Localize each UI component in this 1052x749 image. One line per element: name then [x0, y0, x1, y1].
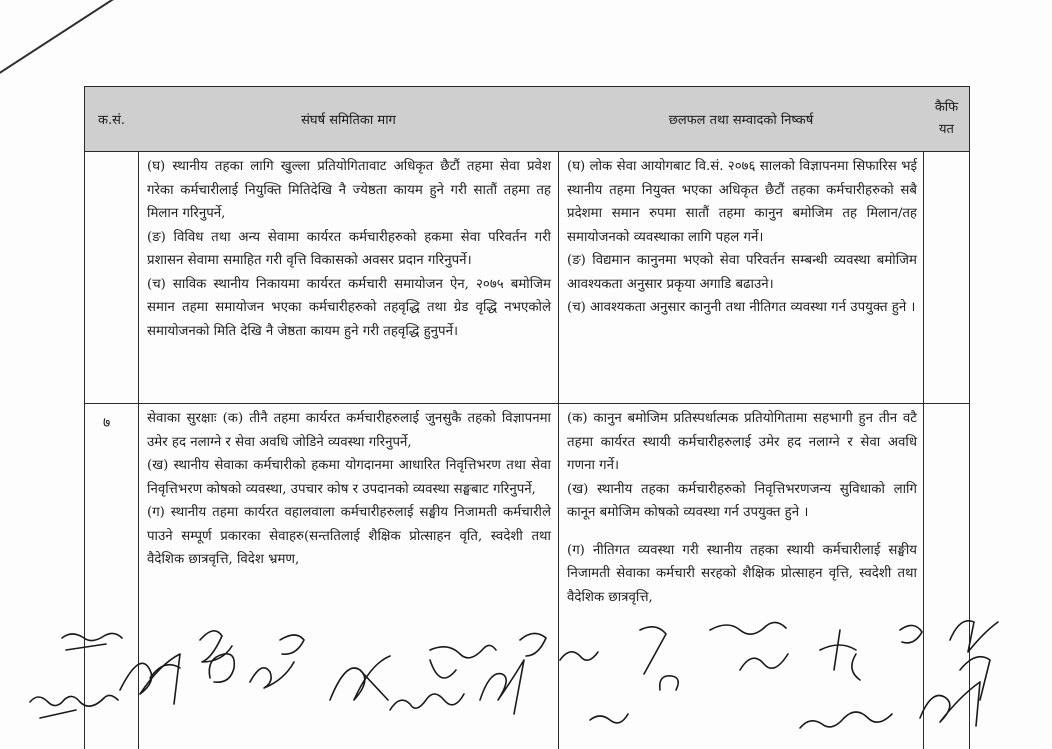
row2-demand-item-kha: (ख) स्थानीय सेवाका कर्मचारीको हकमा योगदानमा आधारित निवृत्तिभरण तथा सेवा निवृत्तिभरण कोषको व्यवस्था, उपचार कोष र उपदानको व्यवस्था सङ्घबाट गरिनुपर्ने, — [147, 458, 551, 497]
header-result: छलफल तथा सम्वादको निष्कर्ष — [668, 113, 814, 128]
signature-area — [0, 600, 1052, 748]
row2-demand-item-ka: सेवाका सुरक्षाः (क) तीनै तहमा कार्यरत कर्मचारीहरुलाई जुनसुकै तहको विज्ञापनमा उमेर हद नलाग्ने र सेवा अवधि जोडिने व्यवस्था गरिनुपर्ने, — [147, 411, 551, 450]
row2-demand-item-ga: (ग) स्थानीय तहमा कार्यरत वहालवाला कर्मचारीहरुलाई सङ्घीय निजामती कर्मचारीले पाउने सम्पूर्ण प्रकारका सेवाहरु(सन्ततिलाई शैक्षिक प्रोत्साहन वृति, स्वदेशी तथा वैदेशिक छात्रवृत्ति, विदेश भ्रमण, — [147, 505, 551, 567]
header-remark-line2: यत — [939, 122, 954, 137]
page-fold-edge — [0, 0, 117, 80]
header-remark — [924, 87, 969, 151]
row2-result-cell — [567, 407, 917, 609]
table-header-row — [85, 87, 969, 152]
header-remark-line1: कैफि — [934, 100, 959, 115]
row1-demand-item-cha: (च) साविक स्थानीय निकायमा कार्यरत कर्मचारी समायोजन ऐन, २०७५ बमोजिम समान तहमा समायोजन भएका कर्मचारीहरुको तहवृद्धि तथा ग्रेड वृद्धि नभएकोले समायोजनको मिति देखि नै जेष्ठता कायम हुने गरी तहवृद्धि हुनुपर्ने। — [147, 276, 551, 339]
row1-demand-cell — [147, 155, 551, 343]
row1-demand-item-gha: (घ) स्थानीय तहका लागि खुल्ला प्रतियोगितावाट अधिकृत छैटौं तहमा सेवा प्रवेश गरेका कर्मचारीलाई नियुक्ति मितिदेखि नै ज्येष्ठता कायम हुने गरी सातौं तहमा तह मिलान गरिनुपर्ने, — [147, 159, 551, 221]
row2-result-item-ga: (ग) नीतिगत व्यवस्था गरी स्थानीय तहका स्थायी कर्मचारीलाई सङ्घीय निजामती सेवाका कर्मचारी सरहको शैक्षिक प्रोत्साहन वृत्ति, स्वदेशी तथा वैदेशिक छात्रवृत्ति, — [567, 542, 917, 605]
row2-serial: ७ — [103, 415, 111, 431]
header-demand: संघर्ष समितिका माग — [301, 113, 396, 128]
row2-result-item-kha: (ख) स्थानीय तहका कर्मचारीहरुको निवृत्तिभरणजन्य सुविधाको लागि कानून बमोजिम कोषको व्यवस्था गर्न उपयुक्त हुने । — [567, 481, 917, 520]
row1-demand-item-nga: (ङ) विविध तथा अन्य सेवामा कार्यरत कर्मचारीहरुको हकमा सेवा परिवर्तन गरी प्रशासन सेवामा समाहित गरी वृत्ति विकासको अवसर प्रदान गरिनुपर्ने। — [147, 229, 551, 268]
row-divider — [85, 403, 969, 404]
row2-demand-cell — [147, 407, 551, 572]
header-serial: क.सं. — [97, 113, 126, 128]
row1-result-cell — [567, 155, 917, 320]
row2-result-item-ka: (क) कानुन बमोजिम प्रतिस्पर्धात्मक प्रतियोगितामा सहभागी हुन तीन वटै तहमा कार्यरत स्थायी कर्मचारीहरुलाई उमेर हद नलाग्ने र सेवा अवधि गणना गर्ने। — [567, 411, 917, 473]
row1-result-item-gha: (घ) लोक सेवा आयोगबाट वि.सं. २०७६ सालको विज्ञापनमा सिफारिस भई स्थानीय तहमा नियुक्त भएका अधिकृत छैटौं तहका कर्मचारीहरुको सबै प्रदेशमा समान रुपमा सातौं तहमा कानुन बमोजिम तह मिलान/तह समायोजनको व्यवस्थाका लागि पहल गर्ने। — [567, 159, 917, 245]
row1-result-item-cha: (च) आवश्यकता अनुसार कानुनी तथा नीतिगत व्यवस्था गर्न उपयुक्त हुने । — [567, 300, 916, 315]
handwritten-signatures-image — [0, 600, 1052, 748]
row1-result-item-nga: (ङ) विद्यमान कानुनमा भएको सेवा परिवर्तन सम्बन्धी व्यवस्था बमोजिम आवश्यकता अनुसार प्रकृया अगाडि बढाउने। — [567, 253, 917, 292]
